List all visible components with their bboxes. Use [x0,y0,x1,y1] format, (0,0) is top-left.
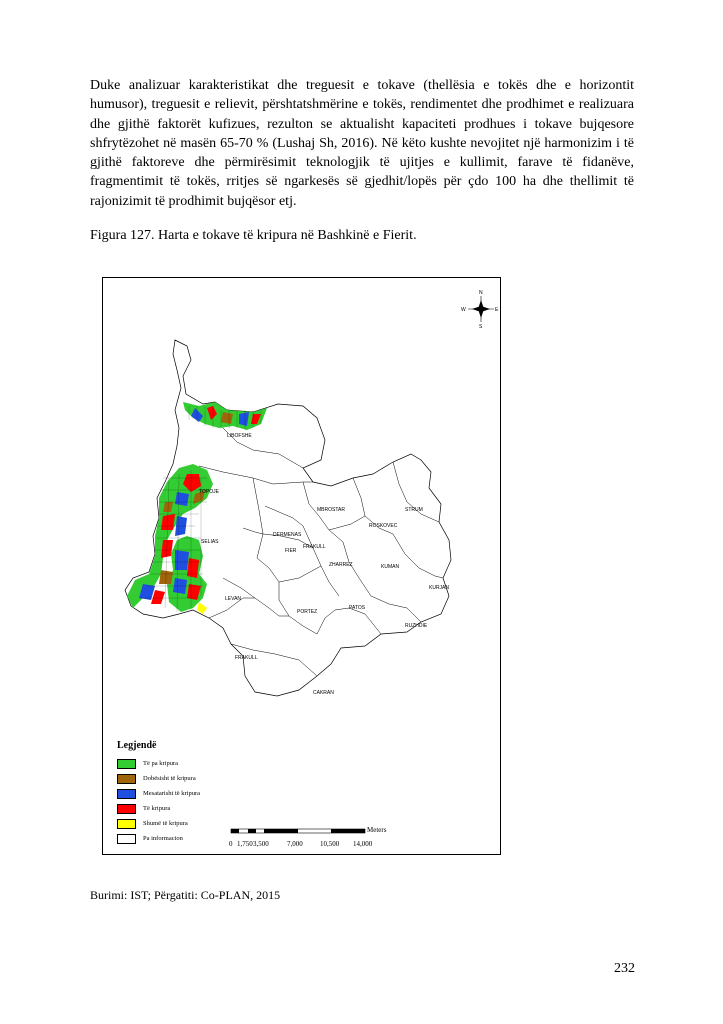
legend-label: Pa informacion [143,835,183,842]
label-fier: FIER [285,548,297,554]
label-frakull-south: FRAKULL [235,655,258,661]
legend-swatch [117,819,136,829]
legend-swatch [117,789,136,799]
scale-tick: 3,500 [253,840,269,848]
figure-source: Burimi: IST; Përgatiti: Co-PLAN, 2015 [90,888,281,902]
scale-tick: 1,750 [237,840,253,848]
legend-title: Legjendë [117,740,157,751]
scale-tick: 14,000 [353,840,373,848]
legend-swatch [117,804,136,814]
compass-n: N [479,290,483,296]
legend-label: Dobësisht të kripura [143,775,196,782]
label-roskovec: ROSKOVEC [369,523,398,529]
scale-tick: 0 [229,840,233,848]
scale-bar [231,829,365,833]
label-selias: SELIAS [201,539,219,545]
label-zharrez: ZHARREZ [329,562,353,568]
label-topoje: TOPOJE [199,489,219,495]
legend-label: Shumë të kripura [143,820,188,827]
legend-label: Mesatarisht të kripura [143,790,201,797]
compass-s: S [479,324,483,330]
figure-caption: Figura 127. Harta e tokave të kripura në Bashkinë e Fierit. [90,228,417,243]
label-ruzhdie: RUZHDIE [405,623,428,629]
label-levan: LEVAN [225,596,242,602]
salinity-map [102,277,501,855]
legend-swatch [117,834,136,844]
page-number: 232 [614,961,635,976]
scale-unit: Meters [367,826,387,834]
label-kuman: KUMAN [381,564,400,570]
label-libofshe: LIBOFSHE [227,433,252,439]
legend-label: Të kripura [143,805,171,812]
label-frakull-north: FRAKULL [303,544,326,550]
label-kurjan: KURJAN [429,585,450,591]
label-mbrostar: MBROSTAR [317,507,345,513]
legend-swatch [117,759,136,769]
label-patos: PATOS [349,605,366,611]
compass-w: W [461,307,466,313]
compass-e: E [495,307,499,313]
body-paragraph: Duke analizuar karakteristikat dhe treguesit e tokave (thellësia e tokës dhe e horizontit humusor), treguesit e relievit, përshtatshmërine e tokës, rendimentet dhe prodhimet e realizuara dhe gjithë faktorët kufizues, rezulton se aktualisht kapaciteti prodhues i tokave bujqesore shfrytëzohet në masën 65-70 % (Lushaj Sh, 2016). Në këto kushte nevojitet një harmonizim i të gjithë faktoreve dhe përmirësimit teknologjik të ujitjes e kullimit, farave të fidanëve, fragmentimit të tokës, rritjes së ngarkesës së gjedhit/lopës për çdo 100 ha dhe thellimit të rajonizimit të prodhimit bujqësor etj. [90,78,634,209]
scale-tick: 10,500 [320,840,340,848]
label-portez: PORTEZ [297,609,318,615]
label-strum: STRUM [405,507,423,513]
label-cakran: CAKRAN [313,690,334,696]
label-dermenas: DERMENAS [273,532,302,538]
legend-swatch [117,774,136,784]
legend-label: Të pa kripura [143,760,179,767]
scale-tick: 7,000 [287,840,303,848]
compass-icon [461,290,499,330]
